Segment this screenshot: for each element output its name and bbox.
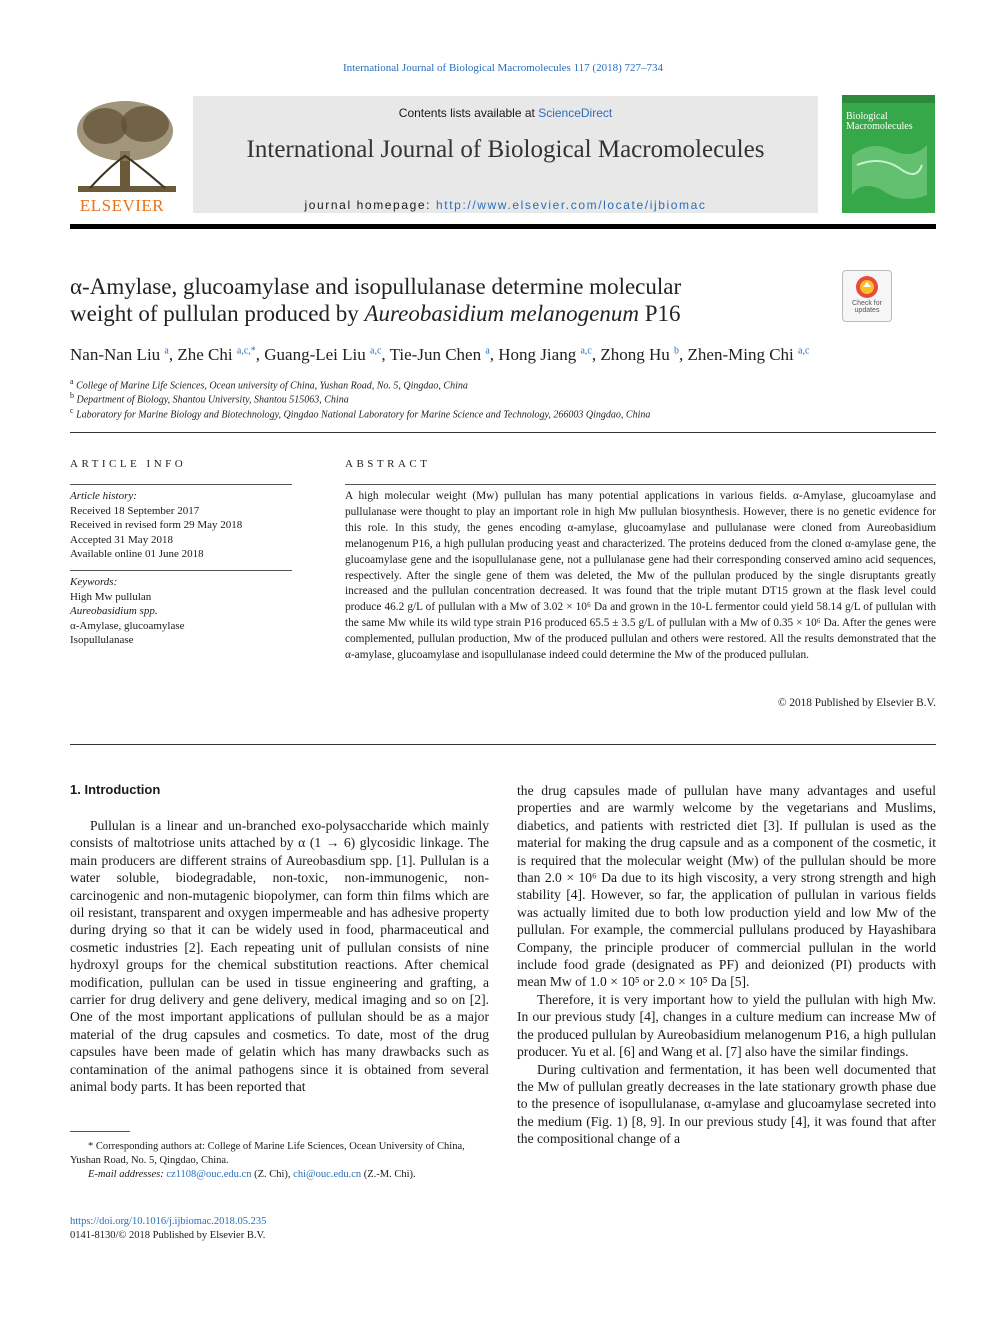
keyword: High Mw pullulan bbox=[70, 590, 152, 603]
history-item: Available online 01 June 2018 bbox=[70, 548, 204, 560]
issn-line: 0141-8130/© 2018 Published by Elsevier B.V. bbox=[70, 1230, 266, 1241]
title-part: weight of pullulan produced by bbox=[70, 301, 365, 326]
email-label: E-mail addresses: bbox=[88, 1169, 167, 1180]
author[interactable]: Nan-Nan Liu $^a$ bbox=[70, 345, 169, 364]
check-for-updates-button[interactable] bbox=[842, 270, 892, 322]
corresponding-note: * Corresponding authors at: College of Marine Life Sciences, Ocean University of China, Yushan Road, No. 5, Qingdao, China. bbox=[70, 1141, 465, 1166]
article-title bbox=[70, 273, 830, 327]
contents-prefix: Contents lists available at bbox=[398, 106, 539, 120]
article-history bbox=[70, 489, 292, 562]
author-list: Nan-Nan Liu $^a$, Zhe Chi $^{a,c,*}$, Guang-Lei Liu $^{a,c}$, Tie-Jun Chen $^a$, Hong Jiang $^{a,c}$, Zhong Hu $^b$, Zhen-Ming Chi $^{a,c}$ bbox=[70, 345, 810, 364]
author[interactable]: Zhen-Ming Chi $^{a,c}$ bbox=[687, 345, 810, 364]
keywords bbox=[70, 575, 292, 648]
homepage-line bbox=[193, 198, 818, 212]
affiliation: $^b$ Department of Biology, Shantou University, Shantou 515063, China bbox=[70, 391, 349, 406]
journal-title: International Journal of Biological Macromolecules bbox=[246, 136, 765, 163]
check-updates-icon bbox=[843, 271, 891, 301]
check-updates-label: Check for updates bbox=[852, 300, 882, 314]
title-line-1: α-Amylase, glucoamylase and isopullulanase determine molecular bbox=[70, 274, 682, 299]
doi-block bbox=[70, 1215, 490, 1243]
abstract-copyright: © 2018 Published by Elsevier B.V. bbox=[777, 697, 936, 709]
history-item: Received in revised form 29 May 2018 bbox=[70, 519, 243, 531]
cover-title: Biological Macromolecules bbox=[846, 111, 913, 132]
title-strain: P16 bbox=[638, 301, 681, 326]
email-link[interactable]: chi@ouc.edu.cn bbox=[293, 1169, 362, 1180]
doi-link[interactable]: https://doi.org/10.1016/j.ijbiomac.2018.05.235 bbox=[70, 1216, 267, 1227]
email-line bbox=[70, 1168, 490, 1182]
contents-line bbox=[193, 106, 818, 120]
journal-reference[interactable]: International Journal of Biological Macromolecules 117 (2018) 727–734 bbox=[342, 62, 664, 74]
author[interactable]: Zhong Hu $^b$ bbox=[600, 345, 680, 364]
email-link[interactable]: cz1108@ouc.edu.cn bbox=[166, 1169, 252, 1180]
history-item: Accepted 31 May 2018 bbox=[70, 533, 173, 546]
info-rule bbox=[70, 484, 292, 485]
author[interactable]: Tie-Jun Chen $^a$ bbox=[389, 345, 490, 364]
homepage-link[interactable]: http://www.elsevier.com/locate/ijbiomac bbox=[436, 198, 707, 212]
paragraph: Pullulan is a linear and un-branched exo-polysaccharide which mainly consists of maltotriose units attached by α (1 → 6) glycosidic linkage. The main producers are different strains of Aureobasdium spp. [1]. Pullulan is a water soluble, biodegradable, non-toxic, non-immunogenic, non-carcinogenic and non-mutagenic biopolymer, can form thin films which are oil resistant, transparent and oxygen impermeable and has adhesive property during drying so that it can be widely used in food, pharmaceutical and cosmetic industries [2]. Each repeating unit of pullulan consists of nine hydroxyl groups for the chemical substitution reactions. After chemical modification, pullulan can be used in tissue engineering and grafting, a carrier for drug delivery and gene delivery, medical imaging and so on [2]. One of the most important applications of pullulan should be as a major material of the drug capsules and cosmetics. To date, most of the drug capsules have been made of gelatin which has many drawbacks such as contamination of the animal pathogens since it is obtained from several animal body parts. It has been reported that bbox=[70, 818, 489, 1095]
keywords-rule bbox=[70, 570, 292, 571]
title-line-2 bbox=[70, 300, 830, 327]
email-owner: (Z.-M. Chi). bbox=[361, 1169, 416, 1180]
title-species: Aureobasidium melanogenum bbox=[364, 301, 639, 326]
abstract-heading: ABSTRACT bbox=[345, 458, 431, 470]
paragraph: the drug capsules made of pullulan have many advantages and useful properties and are warmly welcome by the vegetarians and Muslims, diabetics, and patients with restricted diet [3]. If pullulan is used as the material for making the drug capsule and as a component of the cosmetic, it is required that the molecular weight (Mw) of the pullulan should be more than 2.0 × 10⁶ Da due to its high viscosity, a very strong strength and high stability [4]. However, so far, the application of pullulan in various fields was actually limited due to both low production yield and low Mw of the pullulan. For example, the commercial pullulans produced by Hayashibara Company, the principle producer of commercial pullulan in the world include food grade (designated as PF) and deionized (PI) products with mean Mw of 1.0 × 10⁵ or 2.0 × 10⁵ Da [5]. bbox=[517, 783, 936, 990]
keyword: Isopullulanase bbox=[70, 634, 134, 646]
keyword: α-Amylase, glucoamylase bbox=[70, 619, 185, 632]
author[interactable]: Zhe Chi $^{a,c,*}$ bbox=[177, 345, 256, 364]
abstract-end-rule bbox=[70, 744, 936, 745]
section-heading: 1. Introduction bbox=[70, 782, 161, 797]
corresponding-footnote bbox=[70, 1140, 490, 1182]
author[interactable]: Guang-Lei Liu $^{a,c}$ bbox=[264, 345, 382, 364]
footnote-rule bbox=[70, 1131, 130, 1132]
elsevier-wordmark: ELSEVIER bbox=[79, 196, 165, 215]
affiliation: $^a$ College of Marine Life Sciences, Ocean university of China, Yushan Road, No. 5, Qingdao, China bbox=[70, 377, 468, 392]
keywords-label: Keywords: bbox=[70, 576, 118, 588]
email-owner: (Z. Chi), bbox=[251, 1169, 294, 1180]
history-item: Received 18 September 2017 bbox=[70, 504, 200, 517]
homepage-prefix: journal homepage: bbox=[304, 198, 437, 212]
affiliation-rule bbox=[70, 432, 936, 433]
author[interactable]: Hong Jiang $^{a,c}$ bbox=[498, 345, 592, 364]
abstract-text: A high molecular weight (Mw) pullulan has many potential applications in various fields. α-Amylase, glucoamylase and pullulanase were thought to play an important role in high Mw pullulan biosynthesis. However, there is no genetic evidence for this role. In this study, the genes encoding α-amylase, glucoamylase and pullulanase were cloned from Aureobasidium melanogenum P16, a high pullulan producing yeast and characterized. The proteins deduced from the cloned α-amylase gene, the glucoamylase gene and the isopullulanase gene, not a pullulanase gene had their corresponding conserved amino acid sequences, respectively. After the single gene of them was deleted, the Mw of the pullulan produced by the single disruptants greatly increased and the pullulan concentration decreased. It was found that the triple mutant DT15 grown at the flask level could produce 46.2 g/L of pullulan with a Mw of 3.02 × 10⁶ Da and grown in the 10-L fermentor could yield 58.14 g/L of pullulan with the same Mw while its wild type strain P16 produced 65.5 ± 3.5 g/L of pullulan with a Mw of 0.35 × 10⁶ Da. After the genes were complemented, pullulan production, Mw of the produced pullulan and others were restored. All the results demonstrated that the α-amylase, glucoamylase and isopullulanase indeed could determine the Mw of the produced pullulan. bbox=[345, 490, 936, 662]
body-right-column bbox=[517, 782, 936, 1148]
body-left-column bbox=[70, 817, 489, 1096]
sciencedirect-link[interactable]: ScienceDirect bbox=[538, 106, 613, 120]
paragraph: During cultivation and fermentation, it has been well documented that the Mw of pullulan greatly decreases in the late stationary growth phase due to the presence of isopullulanase, α-amylase and glucoamylase secreted into the medium (Fig. 1) [8, 9]. In our previous study [4], it was found that after the compositional change of a bbox=[517, 1061, 936, 1147]
history-label: Article history: bbox=[70, 490, 137, 502]
tree-icon bbox=[70, 96, 185, 196]
header-rule bbox=[70, 224, 936, 229]
affiliation: $^c$ Laboratory for Marine Biology and Biotechnology, Qingdao National Laboratory for Marine Science and Technology, 266003 Qingdao, China bbox=[70, 406, 651, 421]
paragraph: Therefore, it is very important how to yield the pullulan with high Mw. In our previous study [4], changes in a culture medium can increase Mw of the produced pullulan by Aureobasidium melanogenum P16, a high pullulan producer. Yu et al. [6] and Wang et al. [7] also have the similar findings. bbox=[517, 991, 936, 1060]
abstract-rule bbox=[345, 484, 936, 485]
keyword: Aureobasidium spp. bbox=[70, 605, 158, 617]
article-info-heading: ARTICLE INFO bbox=[70, 458, 187, 470]
